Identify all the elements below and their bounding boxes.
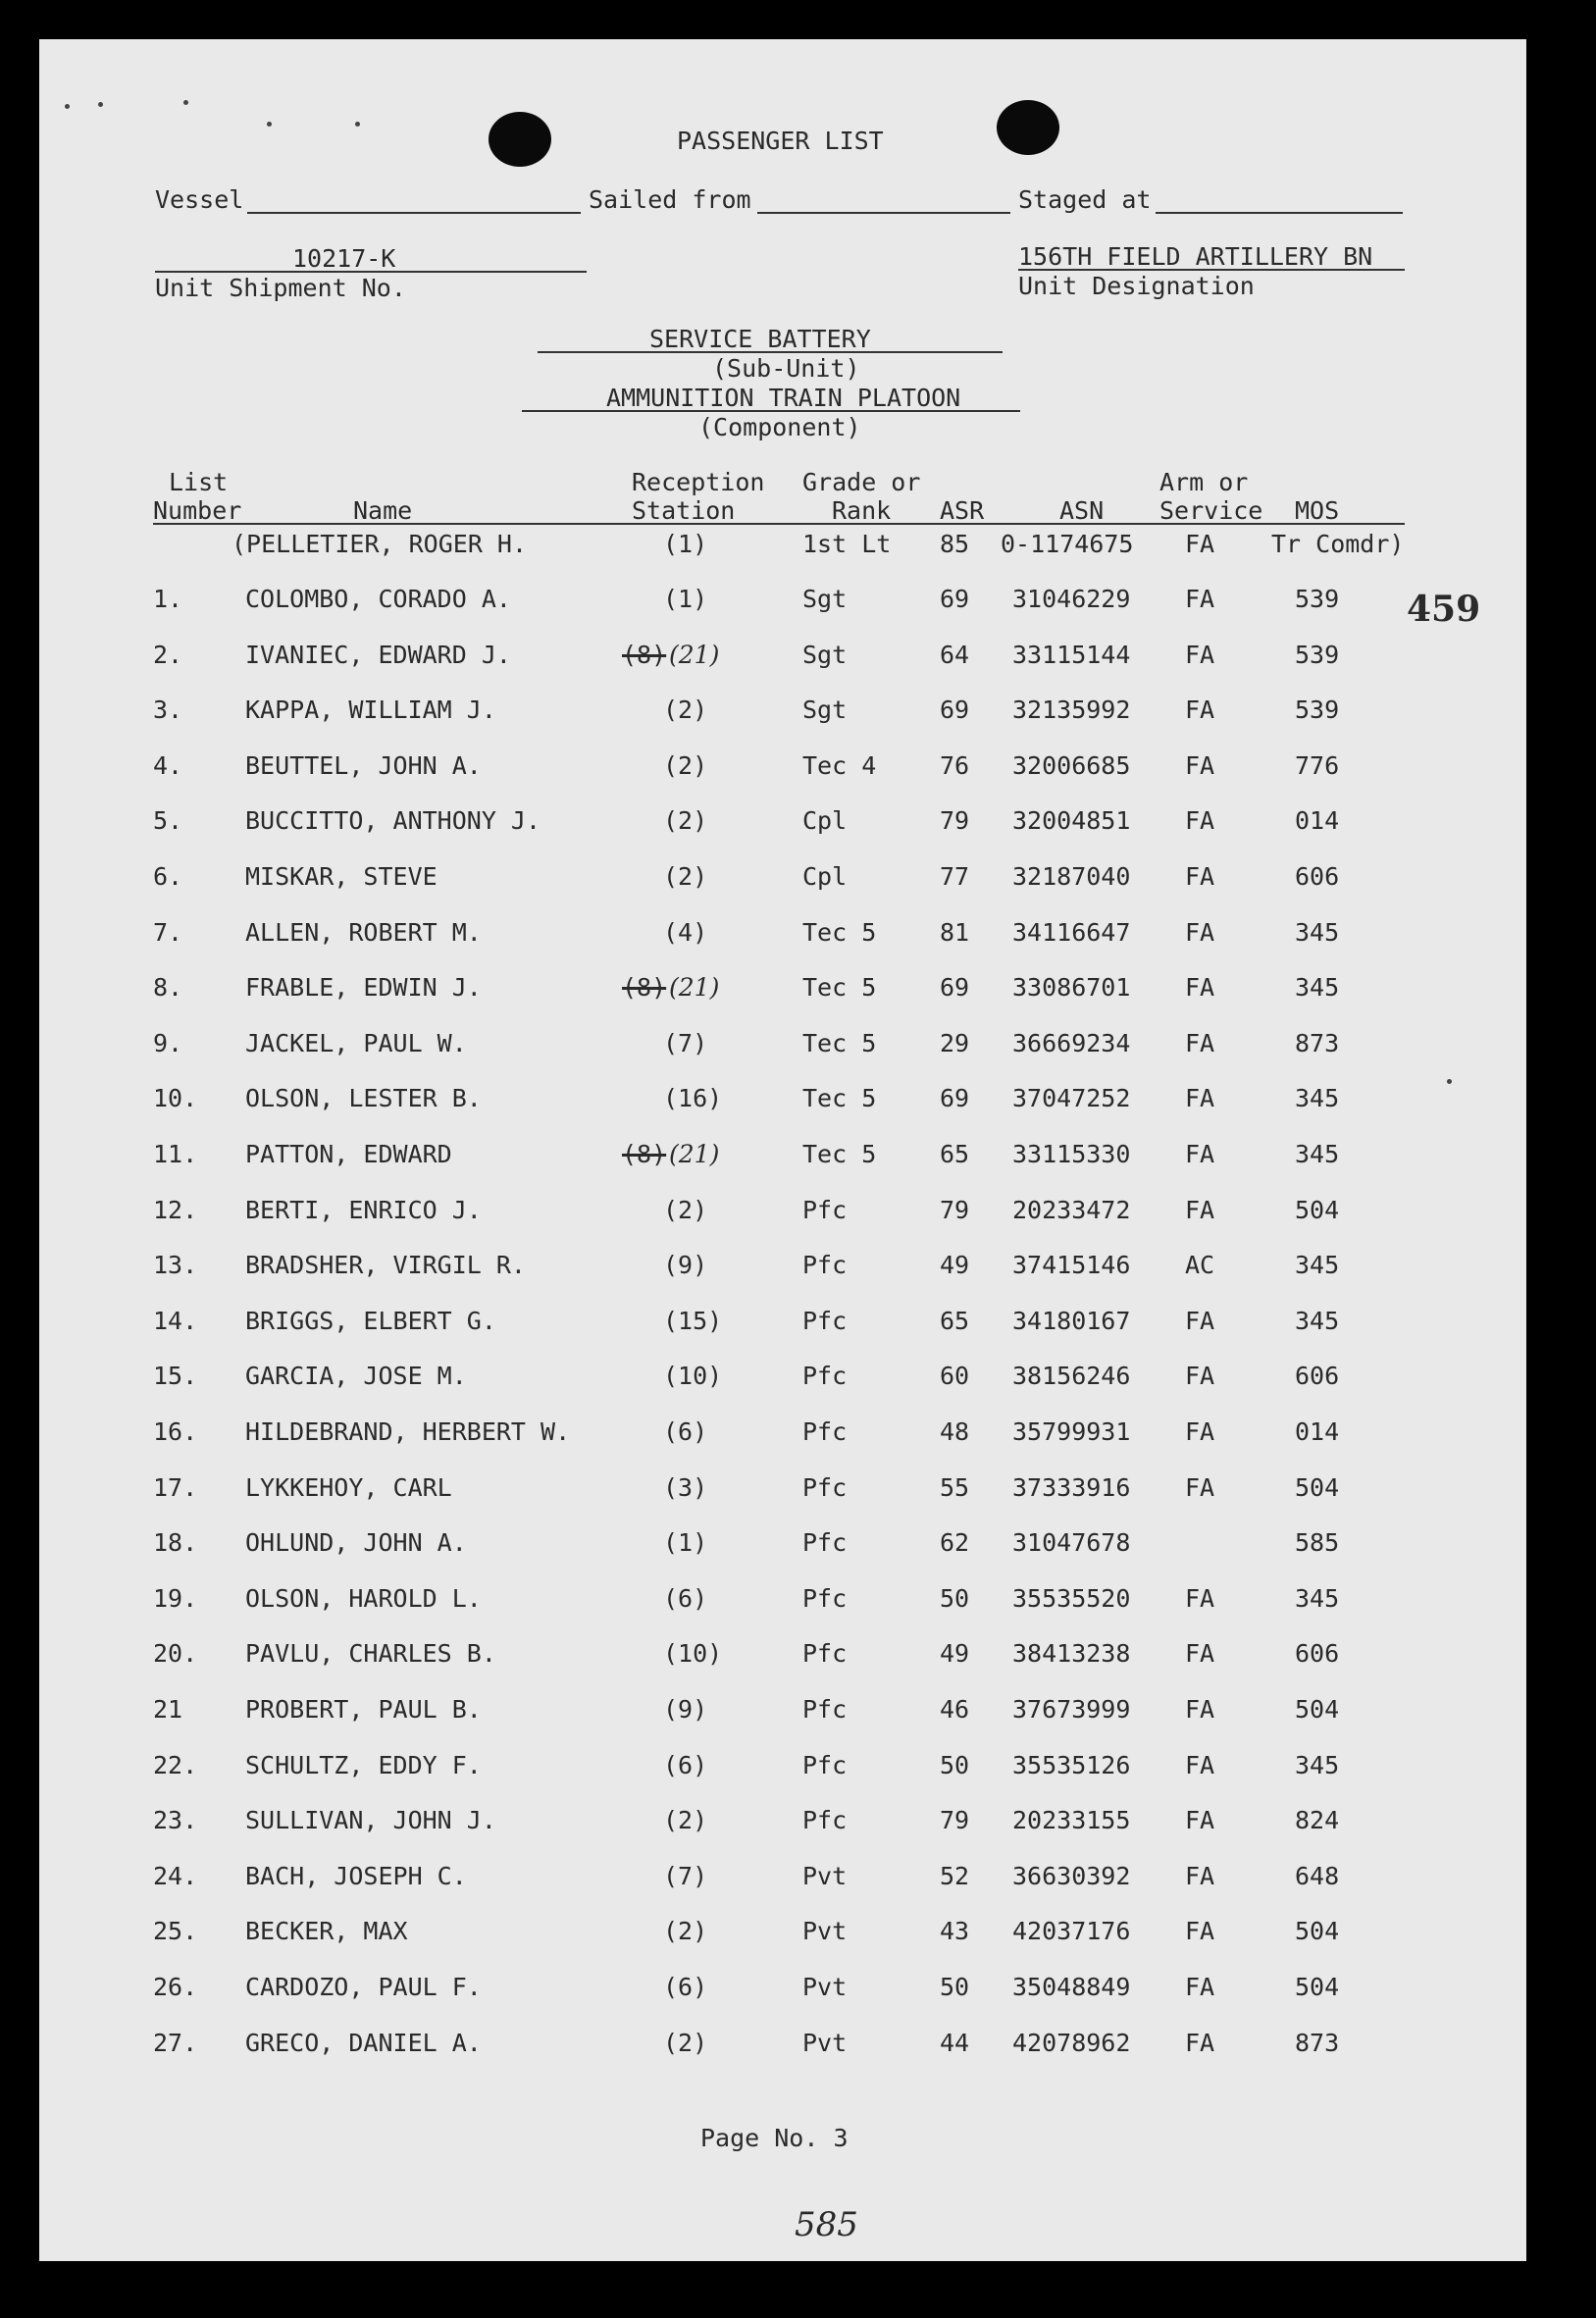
row-mos: 606 <box>1295 1362 1340 1390</box>
row-arm: FA <box>1185 1862 1215 1890</box>
table-row <box>39 1639 1526 1669</box>
table-row <box>39 1417 1526 1447</box>
row-name: IVANIEC, EDWARD J. <box>245 641 511 669</box>
row-asr: 76 <box>940 751 970 780</box>
vessel-label: Vessel <box>155 185 244 214</box>
row-arm: FA <box>1185 1362 1215 1390</box>
row-rank: Pvt <box>802 1862 848 1890</box>
row-asr: 43 <box>940 1917 970 1945</box>
row-asr: 69 <box>940 1084 970 1112</box>
table-row <box>39 1362 1526 1391</box>
row-station: (21) <box>669 1140 720 1168</box>
speck <box>98 102 103 107</box>
row-number: 1. <box>153 585 183 613</box>
row-rank: Tec 5 <box>802 918 877 947</box>
row-station: (6) <box>663 1417 708 1446</box>
row-asr: 55 <box>940 1473 970 1502</box>
punch-hole-right <box>997 100 1059 155</box>
row-number: 27. <box>153 2029 198 2057</box>
row-mos: 014 <box>1295 806 1340 835</box>
col-mos: MOS <box>1295 496 1340 525</box>
row-name: BUCCITTO, ANTHONY J. <box>245 806 541 835</box>
sub-unit-label: (Sub-Unit) <box>712 354 860 383</box>
sub-unit-value: SERVICE BATTERY <box>649 325 871 353</box>
row-asn: 38156246 <box>1012 1362 1131 1390</box>
row-name: CARDOZO, PAUL F. <box>245 1973 482 2001</box>
row-number: 11. <box>153 1140 198 1168</box>
row-asr: 69 <box>940 695 970 724</box>
row-number: 3. <box>153 695 183 724</box>
row-name: BRIGGS, ELBERT G. <box>245 1307 496 1335</box>
row-arm: FA <box>1185 1140 1215 1168</box>
row-station: (10) <box>663 1362 723 1390</box>
row-rank: Pfc <box>802 1307 848 1335</box>
row-number: 17. <box>153 1473 198 1502</box>
row-mos: 345 <box>1295 973 1340 1002</box>
row-station: (2) <box>663 1917 708 1945</box>
row-number: 20. <box>153 1639 198 1668</box>
row-asr: 50 <box>940 1973 970 2001</box>
row-station: (9) <box>663 1695 708 1724</box>
row-rank: Tec 5 <box>802 973 877 1002</box>
row-number: 2. <box>153 641 183 669</box>
row-station: (7) <box>663 1029 708 1057</box>
row-rank: Sgt <box>802 695 848 724</box>
row-arm: FA <box>1185 1084 1215 1112</box>
row-number: 5. <box>153 806 183 835</box>
row-asr: 65 <box>940 1307 970 1335</box>
col-arm-or-service: Arm or <box>1159 468 1249 496</box>
row-mos: 345 <box>1295 918 1340 947</box>
row-station: (2) <box>663 806 708 835</box>
table-row <box>39 973 1526 1003</box>
row-asr: 50 <box>940 1584 970 1613</box>
table-row <box>39 585 1526 614</box>
page-stamp-number: 459 <box>1407 589 1481 630</box>
row-arm: FA <box>1185 1417 1215 1446</box>
unit-designation-blank <box>1018 269 1405 271</box>
row-mos: Tr Comdr) <box>1271 530 1405 558</box>
row-asr: 46 <box>940 1695 970 1724</box>
row-number: 4. <box>153 751 183 780</box>
row-asn: 38413238 <box>1012 1639 1131 1668</box>
passenger-list-sheet <box>39 39 1526 2261</box>
row-number: 10. <box>153 1084 198 1112</box>
row-arm: FA <box>1185 1806 1215 1834</box>
staged-at-label: Staged at <box>1018 185 1152 214</box>
row-asn: 42078962 <box>1012 2029 1131 2057</box>
row-number: 22. <box>153 1751 198 1779</box>
row-mos: 345 <box>1295 1084 1340 1112</box>
row-station: (2) <box>663 862 708 891</box>
row-mos: 606 <box>1295 862 1340 891</box>
row-asn: 35799931 <box>1012 1417 1131 1446</box>
row-rank: Cpl <box>802 806 848 835</box>
row-asr: 85 <box>940 530 970 558</box>
row-rank: Sgt <box>802 585 848 613</box>
row-rank: Tec 4 <box>802 751 877 780</box>
row-name: SCHULTZ, EDDY F. <box>245 1751 482 1779</box>
row-asn: 35535520 <box>1012 1584 1131 1613</box>
table-row <box>39 1862 1526 1891</box>
row-arm: FA <box>1185 862 1215 891</box>
row-number: 19. <box>153 1584 198 1613</box>
row-asr: 60 <box>940 1362 970 1390</box>
table-row <box>39 641 1526 670</box>
row-station: (3) <box>663 1473 708 1502</box>
row-mos: 504 <box>1295 1196 1340 1224</box>
col-asn: ASN <box>1059 496 1105 525</box>
row-mos: 539 <box>1295 585 1340 613</box>
col-list-number: List <box>169 468 229 496</box>
row-arm: FA <box>1185 1473 1215 1502</box>
unit-designation-label: Unit Designation <box>1018 272 1255 300</box>
row-asn: 20233472 <box>1012 1196 1131 1224</box>
row-asr: 65 <box>940 1140 970 1168</box>
row-number: 13. <box>153 1251 198 1279</box>
page-number: Page No. 3 <box>700 2124 849 2152</box>
sailed-from-label: Sailed from <box>589 185 751 214</box>
row-asn: 33086701 <box>1012 973 1131 1002</box>
row-arm: FA <box>1185 1917 1215 1945</box>
row-rank: Sgt <box>802 641 848 669</box>
row-mos: 824 <box>1295 1806 1340 1834</box>
row-arm: FA <box>1185 695 1215 724</box>
row-arm: FA <box>1185 2029 1215 2057</box>
unit-designation-value: 156TH FIELD ARTILLERY BN <box>1018 242 1373 271</box>
speck <box>65 104 70 109</box>
unit-shipment-blank <box>155 271 587 273</box>
table-row <box>39 1196 1526 1225</box>
row-station: (6) <box>663 1751 708 1779</box>
table-row <box>39 1917 1526 1946</box>
row-rank: Pfc <box>802 1417 848 1446</box>
row-number: 21 <box>153 1695 183 1724</box>
row-station: (15) <box>663 1307 723 1335</box>
row-arm: FA <box>1185 585 1215 613</box>
row-mos: 504 <box>1295 1973 1340 2001</box>
row-asr: 44 <box>940 2029 970 2057</box>
row-mos: 539 <box>1295 695 1340 724</box>
row-asn: 37415146 <box>1012 1251 1131 1279</box>
row-name: PAVLU, CHARLES B. <box>245 1639 496 1668</box>
row-mos: 539 <box>1295 641 1340 669</box>
row-mos: 345 <box>1295 1751 1340 1779</box>
row-arm: FA <box>1185 1307 1215 1335</box>
row-asr: 79 <box>940 1196 970 1224</box>
row-asn: 34116647 <box>1012 918 1131 947</box>
row-asr: 29 <box>940 1029 970 1057</box>
unit-shipment-number: 10217-K <box>292 244 396 273</box>
table-row <box>39 1528 1526 1558</box>
row-arm: FA <box>1185 1973 1215 2001</box>
row-mos: 504 <box>1295 1473 1340 1502</box>
row-asr: 64 <box>940 641 970 669</box>
document-title: PASSENGER LIST <box>677 127 884 155</box>
row-station: (2) <box>663 1806 708 1834</box>
row-name: HILDEBRAND, HERBERT W. <box>245 1417 571 1446</box>
table-row <box>39 1307 1526 1336</box>
table-row <box>39 1473 1526 1503</box>
row-asr: 79 <box>940 1806 970 1834</box>
row-asr: 52 <box>940 1862 970 1890</box>
row-number: 9. <box>153 1029 183 1057</box>
table-row <box>39 1973 1526 2002</box>
row-station: (4) <box>663 918 708 947</box>
row-mos: 776 <box>1295 751 1340 780</box>
row-asr: 69 <box>940 585 970 613</box>
row-asn: 35535126 <box>1012 1751 1131 1779</box>
col-arm-or-service: Service <box>1159 496 1263 525</box>
row-arm: FA <box>1185 641 1215 669</box>
row-name: OLSON, HAROLD L. <box>245 1584 482 1613</box>
table-row <box>39 1251 1526 1280</box>
row-station: (7) <box>663 1862 708 1890</box>
handwritten-number: 585 <box>795 2205 858 2244</box>
row-number: 12. <box>153 1196 198 1224</box>
row-asn: 31046229 <box>1012 585 1131 613</box>
row-name: COLOMBO, CORADO A. <box>245 585 511 613</box>
row-asn: 36669234 <box>1012 1029 1131 1057</box>
row-arm: FA <box>1185 973 1215 1002</box>
row-mos: 345 <box>1295 1251 1340 1279</box>
sub-unit-blank <box>538 351 1003 353</box>
row-rank: Cpl <box>802 862 848 891</box>
row-station-struck: (8) <box>622 1140 667 1168</box>
row-rank: Pvt <box>802 1973 848 2001</box>
row-number: 8. <box>153 973 183 1002</box>
row-name: BERTI, ENRICO J. <box>245 1196 482 1224</box>
table-row <box>39 1695 1526 1725</box>
row-number: 6. <box>153 862 183 891</box>
staged-at-blank <box>1156 212 1403 214</box>
row-rank: Pfc <box>802 1362 848 1390</box>
row-arm: FA <box>1185 1584 1215 1613</box>
row-name: (PELLETIER, ROGER H. <box>232 530 528 558</box>
row-asn: 33115144 <box>1012 641 1131 669</box>
row-arm: FA <box>1185 530 1215 558</box>
row-station: (2) <box>663 1196 708 1224</box>
row-name: LYKKEHOY, CARL <box>245 1473 452 1502</box>
row-arm: FA <box>1185 1639 1215 1668</box>
row-arm: FA <box>1185 1029 1215 1057</box>
col-reception-station: Station <box>632 496 736 525</box>
row-rank: Pfc <box>802 1196 848 1224</box>
speck <box>267 122 272 127</box>
row-asn: 32135992 <box>1012 695 1131 724</box>
row-name: GARCIA, JOSE M. <box>245 1362 467 1390</box>
col-grade: Rank <box>832 496 892 525</box>
table-row <box>39 1584 1526 1614</box>
row-mos: 585 <box>1295 1528 1340 1557</box>
row-asn: 37047252 <box>1012 1084 1131 1112</box>
header-rule <box>153 523 1405 525</box>
row-name: PATTON, EDWARD <box>245 1140 452 1168</box>
table-row <box>39 806 1526 836</box>
row-asn: 36630392 <box>1012 1862 1131 1890</box>
col-grade: Grade or <box>802 468 921 496</box>
row-rank: Pfc <box>802 1695 848 1724</box>
row-arm: FA <box>1185 1196 1215 1224</box>
row-station: (9) <box>663 1251 708 1279</box>
row-name: PROBERT, PAUL B. <box>245 1695 482 1724</box>
row-asn: 37333916 <box>1012 1473 1131 1502</box>
row-arm: FA <box>1185 751 1215 780</box>
row-rank: 1st Lt <box>802 530 892 558</box>
row-number: 24. <box>153 1862 198 1890</box>
table-row <box>39 1806 1526 1835</box>
row-arm: AC <box>1185 1251 1215 1279</box>
row-rank: Pfc <box>802 1806 848 1834</box>
row-mos: 504 <box>1295 1917 1340 1945</box>
row-rank: Pfc <box>802 1639 848 1668</box>
row-station: (21) <box>669 973 720 1002</box>
row-rank: Tec 5 <box>802 1084 877 1112</box>
vessel-blank <box>247 212 581 214</box>
row-number: 25. <box>153 1917 198 1945</box>
row-mos: 873 <box>1295 1029 1340 1057</box>
row-name: BACH, JOSEPH C. <box>245 1862 467 1890</box>
row-station: (16) <box>663 1084 723 1112</box>
row-number: 18. <box>153 1528 198 1557</box>
row-asn: 34180167 <box>1012 1307 1131 1335</box>
row-name: ALLEN, ROBERT M. <box>245 918 482 947</box>
row-asn: 37673999 <box>1012 1695 1131 1724</box>
row-arm: FA <box>1185 806 1215 835</box>
row-name: OHLUND, JOHN A. <box>245 1528 467 1557</box>
row-rank: Pfc <box>802 1528 848 1557</box>
row-name: OLSON, LESTER B. <box>245 1084 482 1112</box>
row-name: BRADSHER, VIRGIL R. <box>245 1251 526 1279</box>
row-asn: 31047678 <box>1012 1528 1131 1557</box>
speck <box>355 122 360 127</box>
row-mos: 014 <box>1295 1417 1340 1446</box>
row-mos: 345 <box>1295 1140 1340 1168</box>
row-station: (2) <box>663 2029 708 2057</box>
row-arm: FA <box>1185 1751 1215 1779</box>
row-asn: 20233155 <box>1012 1806 1131 1834</box>
component-blank <box>522 410 1020 412</box>
row-station: (1) <box>663 1528 708 1557</box>
row-rank: Pfc <box>802 1251 848 1279</box>
row-asr: 81 <box>940 918 970 947</box>
row-asr: 48 <box>940 1417 970 1446</box>
table-row <box>39 1751 1526 1780</box>
col-list-number: Number <box>153 496 242 525</box>
table-row <box>39 862 1526 892</box>
row-name: FRABLE, EDWIN J. <box>245 973 482 1002</box>
table-row <box>39 695 1526 725</box>
row-asr: 49 <box>940 1251 970 1279</box>
row-name: GRECO, DANIEL A. <box>245 2029 482 2057</box>
table-row <box>39 1029 1526 1058</box>
row-mos: 345 <box>1295 1307 1340 1335</box>
row-rank: Pfc <box>802 1751 848 1779</box>
row-station: (1) <box>663 585 708 613</box>
row-rank: Pfc <box>802 1473 848 1502</box>
table-row <box>39 918 1526 948</box>
row-name: JACKEL, PAUL W. <box>245 1029 467 1057</box>
row-number: 16. <box>153 1417 198 1446</box>
row-mos: 873 <box>1295 2029 1340 2057</box>
row-asn: 33115330 <box>1012 1140 1131 1168</box>
row-station-struck: (8) <box>622 973 667 1002</box>
row-number: 26. <box>153 1973 198 2001</box>
row-asr: 50 <box>940 1751 970 1779</box>
row-mos: 648 <box>1295 1862 1340 1890</box>
commander-row <box>39 530 1526 559</box>
row-mos: 345 <box>1295 1584 1340 1613</box>
row-station: (6) <box>663 1584 708 1613</box>
row-asn: 35048849 <box>1012 1973 1131 2001</box>
row-asn: 32187040 <box>1012 862 1131 891</box>
col-name: Name <box>353 496 413 525</box>
col-reception-station: Reception <box>632 468 765 496</box>
row-arm: FA <box>1185 918 1215 947</box>
row-arm: FA <box>1185 1695 1215 1724</box>
row-asr: 49 <box>940 1639 970 1668</box>
row-number: 7. <box>153 918 183 947</box>
row-rank: Tec 5 <box>802 1029 877 1057</box>
row-rank: Pvt <box>802 1917 848 1945</box>
row-asr: 62 <box>940 1528 970 1557</box>
row-station: (6) <box>663 1973 708 2001</box>
component-label: (Component) <box>698 413 861 441</box>
row-number: 14. <box>153 1307 198 1335</box>
row-name: SULLIVAN, JOHN J. <box>245 1806 496 1834</box>
row-name: BECKER, MAX <box>245 1917 408 1945</box>
speck <box>183 100 188 105</box>
row-mos: 504 <box>1295 1695 1340 1724</box>
row-rank: Tec 5 <box>802 1140 877 1168</box>
row-rank: Pvt <box>802 2029 848 2057</box>
row-station-struck: (8) <box>622 641 667 669</box>
row-station: (1) <box>663 530 708 558</box>
table-row <box>39 751 1526 781</box>
row-asn: 0-1174675 <box>1001 530 1134 558</box>
row-name: KAPPA, WILLIAM J. <box>245 695 496 724</box>
row-asr: 69 <box>940 973 970 1002</box>
row-station: (10) <box>663 1639 723 1668</box>
row-station: (2) <box>663 751 708 780</box>
unit-shipment-label: Unit Shipment No. <box>155 274 406 302</box>
row-asn: 32004851 <box>1012 806 1131 835</box>
row-asr: 77 <box>940 862 970 891</box>
row-station: (2) <box>663 695 708 724</box>
component-value: AMMUNITION TRAIN PLATOON <box>606 384 961 412</box>
table-row <box>39 1140 1526 1169</box>
row-mos: 606 <box>1295 1639 1340 1668</box>
row-asn: 42037176 <box>1012 1917 1131 1945</box>
table-row <box>39 2029 1526 2058</box>
row-asn: 32006685 <box>1012 751 1131 780</box>
row-name: MISKAR, STEVE <box>245 862 438 891</box>
row-asr: 79 <box>940 806 970 835</box>
punch-hole-left <box>489 112 551 167</box>
sailed-from-blank <box>757 212 1010 214</box>
row-rank: Pfc <box>802 1584 848 1613</box>
row-number: 23. <box>153 1806 198 1834</box>
table-row <box>39 1084 1526 1113</box>
col-asr: ASR <box>940 496 985 525</box>
row-name: BEUTTEL, JOHN A. <box>245 751 482 780</box>
row-number: 15. <box>153 1362 198 1390</box>
row-station: (21) <box>669 641 720 669</box>
